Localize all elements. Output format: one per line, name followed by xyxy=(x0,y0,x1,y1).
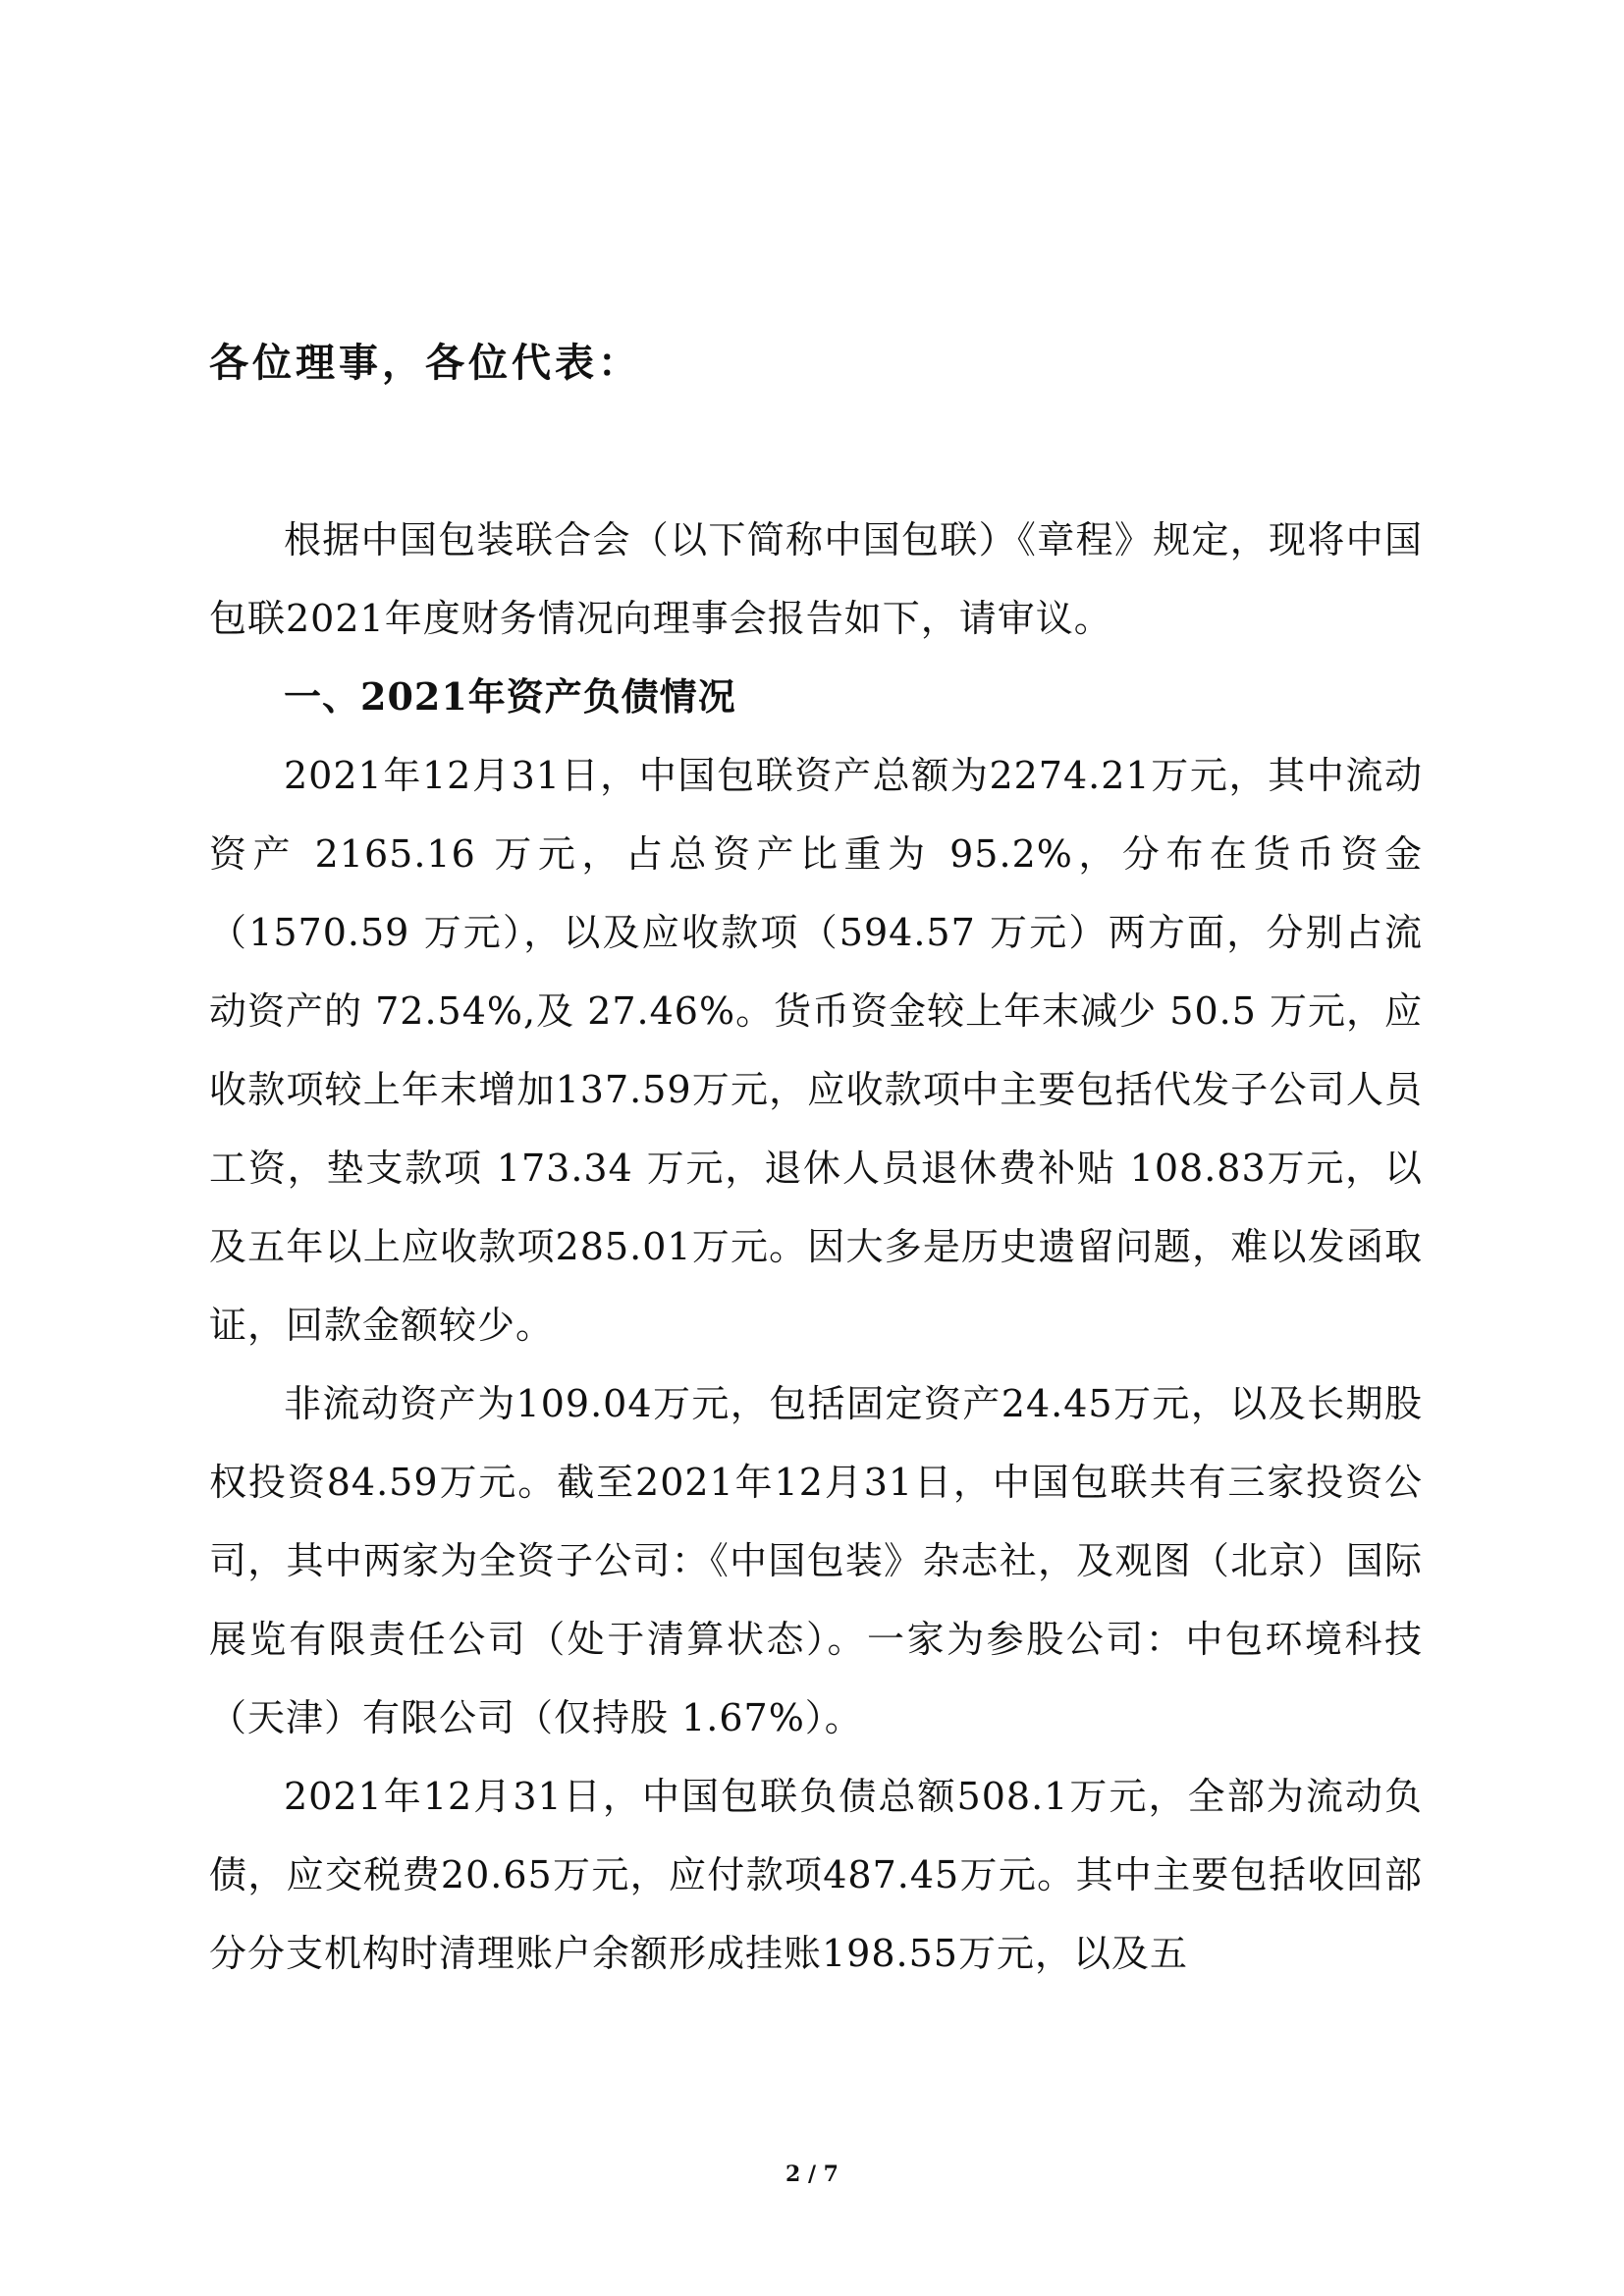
page-number: 2 / 7 xyxy=(785,2162,839,2187)
non-current-assets-paragraph: 非流动资产为109.04万元，包括固定资产24.45万元，以及长期股权投资84.59万元。截至2021年12月31日，中国包联共有三家投资公司，其中两家为全资子公司：《中国包装》杂志社，及观图（北京）国际展览有限责任公司（处于清算状态）。一家为参股公司：中包环境科技（天津）有限公司（仅持股 1.67%）。 xyxy=(209,1382,1423,1739)
assets-paragraph: 2021年12月31日，中国包联资产总额为2274.21万元，其中流动资产 2165.16 万元，占总资产比重为 95.2%，分布在货币资金（1570.59 万元），以及应收款项（594.57 万元）两方面，分别占流动资产的 72.54%,及 27.46%。货币资金较上年末减少 50.5 万元，应收款项较上年末增加137.59万元，应收款项中主要包括代发子公司人员工资，垫支款项 173.34 万元，退休人员退休费补贴 108.83万元，以及五年以上应收款项285.01万元。因大多是历史遗留问题，难以发函取证，回款金额较少。 xyxy=(209,754,1423,1347)
report-body xyxy=(209,501,1423,1993)
liabilities-paragraph: 2021年12月31日，中国包联负债总额508.1万元，全部为流动负债，应交税费20.65万元，应付款项487.45万元。其中主要包括收回部分分支机构时清理账户余额形成挂账198.55万元，以及五 xyxy=(209,1775,1423,1975)
salutation: 各位理事，各位代表： xyxy=(209,340,641,386)
section-heading: 一、2021年资产负债情况 xyxy=(284,674,736,719)
intro-paragraph: 根据中国包装联合会（以下简称中国包联）《章程》规定，现将中国包联2021年度财务情况向理事会报告如下，请审议。 xyxy=(209,518,1423,640)
